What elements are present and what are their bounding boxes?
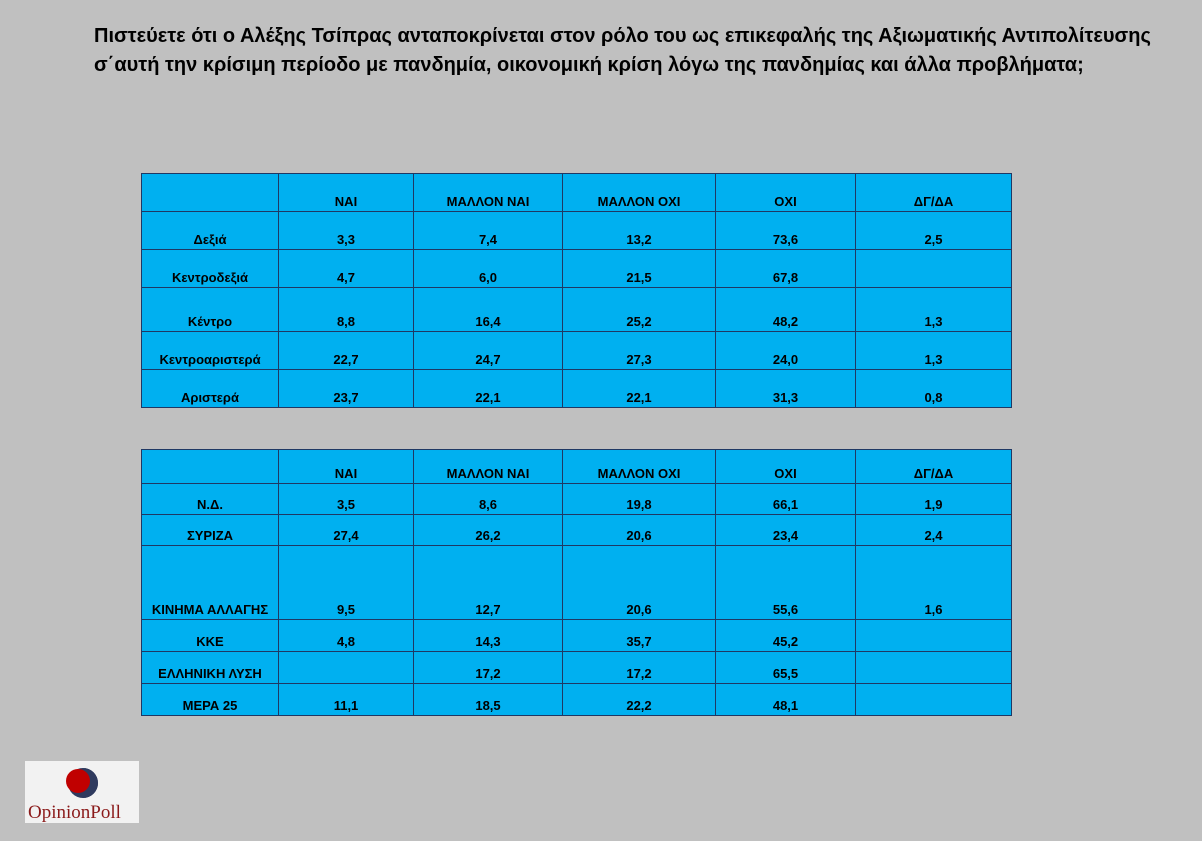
table-cell: 1,3	[856, 332, 1012, 370]
table-cell: 12,7	[414, 546, 563, 620]
row-label: ΕΛΛΗΝΙΚΗ ΛΥΣΗ	[142, 652, 279, 684]
table-row	[142, 332, 1012, 370]
table-cell: 31,3	[716, 370, 856, 408]
table-cell: 14,3	[414, 620, 563, 652]
table-cell	[856, 620, 1012, 652]
table-cell: 2,4	[856, 515, 1012, 546]
table-row	[142, 620, 1012, 652]
table-cell: 55,6	[716, 546, 856, 620]
table-cell: 24,0	[716, 332, 856, 370]
table-cell: 35,7	[563, 620, 716, 652]
row-label: ΜΕΡΑ 25	[142, 684, 279, 716]
table-cell	[856, 652, 1012, 684]
row-label: Κεντροδεξιά	[142, 250, 279, 288]
table-cell: 3,3	[279, 212, 414, 250]
table-cell: 1,9	[856, 484, 1012, 515]
table-cell: 23,4	[716, 515, 856, 546]
ideology-table	[141, 173, 1012, 408]
table-cell: 1,6	[856, 546, 1012, 620]
table-row	[142, 370, 1012, 408]
table-cell: 22,1	[563, 370, 716, 408]
table-cell: 7,4	[414, 212, 563, 250]
column-header	[142, 450, 279, 484]
table-cell: 26,2	[414, 515, 563, 546]
table-cell	[856, 684, 1012, 716]
column-header: ΔΓ/ΔΑ	[856, 450, 1012, 484]
table-cell: 22,7	[279, 332, 414, 370]
table-cell: 67,8	[716, 250, 856, 288]
column-header: ΝΑΙ	[279, 174, 414, 212]
row-label: Δεξιά	[142, 212, 279, 250]
table-cell: 17,2	[414, 652, 563, 684]
row-label: ΚΙΝΗΜΑ ΑΛΛΑΓΗΣ	[142, 546, 279, 620]
table-cell: 22,1	[414, 370, 563, 408]
column-header: ΜΑΛΛΟΝ ΟΧΙ	[563, 174, 716, 212]
party-table	[141, 449, 1012, 716]
table-header-row	[142, 174, 1012, 212]
table-cell: 25,2	[563, 288, 716, 332]
row-label: ΚΚΕ	[142, 620, 279, 652]
logo-text: OpinionPoll	[28, 802, 121, 823]
table-cell: 17,2	[563, 652, 716, 684]
column-header: ΟΧΙ	[716, 174, 856, 212]
table-cell: 8,8	[279, 288, 414, 332]
table-cell: 22,2	[563, 684, 716, 716]
table-cell: 2,5	[856, 212, 1012, 250]
table-cell: 4,7	[279, 250, 414, 288]
table-cell: 18,5	[414, 684, 563, 716]
table-header-row	[142, 450, 1012, 484]
row-label: Κέντρο	[142, 288, 279, 332]
column-header: ΜΑΛΛΟΝ ΝΑΙ	[414, 174, 563, 212]
row-label: Ν.Δ.	[142, 484, 279, 515]
table-cell: 27,3	[563, 332, 716, 370]
table-cell: 8,6	[414, 484, 563, 515]
column-header: ΟΧΙ	[716, 450, 856, 484]
table-cell: 48,2	[716, 288, 856, 332]
row-label: Αριστερά	[142, 370, 279, 408]
table-cell: 20,6	[563, 515, 716, 546]
table-row	[142, 288, 1012, 332]
column-header: ΜΑΛΛΟΝ ΝΑΙ	[414, 450, 563, 484]
table-row	[142, 250, 1012, 288]
table-row	[142, 546, 1012, 620]
table-cell: 20,6	[563, 546, 716, 620]
table-cell: 6,0	[414, 250, 563, 288]
row-label: Κεντροαριστερά	[142, 332, 279, 370]
table-cell: 73,6	[716, 212, 856, 250]
table-cell: 48,1	[716, 684, 856, 716]
table-cell: 11,1	[279, 684, 414, 716]
table-cell: 65,5	[716, 652, 856, 684]
table-cell: 3,5	[279, 484, 414, 515]
row-label: ΣΥΡΙΖΑ	[142, 515, 279, 546]
page-title: Πιστεύετε ότι ο Αλέξης Τσίπρας ανταποκρίνεται στον ρόλο του ως επικεφαλής της Αξιωματικής Αντιπολίτευσης σ΄αυτή την κρίσιμη περίοδο με πανδημία, οικονομική κρίση λόγω της πανδημίας και άλλα προβλήματα;	[94, 25, 1151, 76]
table-cell: 21,5	[563, 250, 716, 288]
table-cell: 4,8	[279, 620, 414, 652]
table-cell: 13,2	[563, 212, 716, 250]
table-cell: 19,8	[563, 484, 716, 515]
table-cell	[279, 652, 414, 684]
column-header: ΝΑΙ	[279, 450, 414, 484]
table-cell: 45,2	[716, 620, 856, 652]
opinionpoll-logo-icon	[64, 765, 100, 801]
column-header: ΔΓ/ΔΑ	[856, 174, 1012, 212]
column-header	[142, 174, 279, 212]
column-header: ΜΑΛΛΟΝ ΟΧΙ	[563, 450, 716, 484]
table-row	[142, 515, 1012, 546]
table-row	[142, 652, 1012, 684]
table-row	[142, 484, 1012, 515]
table-row	[142, 684, 1012, 716]
table-cell: 16,4	[414, 288, 563, 332]
table-cell: 1,3	[856, 288, 1012, 332]
table-row	[142, 212, 1012, 250]
table-cell: 9,5	[279, 546, 414, 620]
table-cell: 24,7	[414, 332, 563, 370]
table-cell: 66,1	[716, 484, 856, 515]
table-cell: 27,4	[279, 515, 414, 546]
opinionpoll-logo	[25, 761, 139, 823]
table-cell: 0,8	[856, 370, 1012, 408]
table-cell	[856, 250, 1012, 288]
table-cell: 23,7	[279, 370, 414, 408]
